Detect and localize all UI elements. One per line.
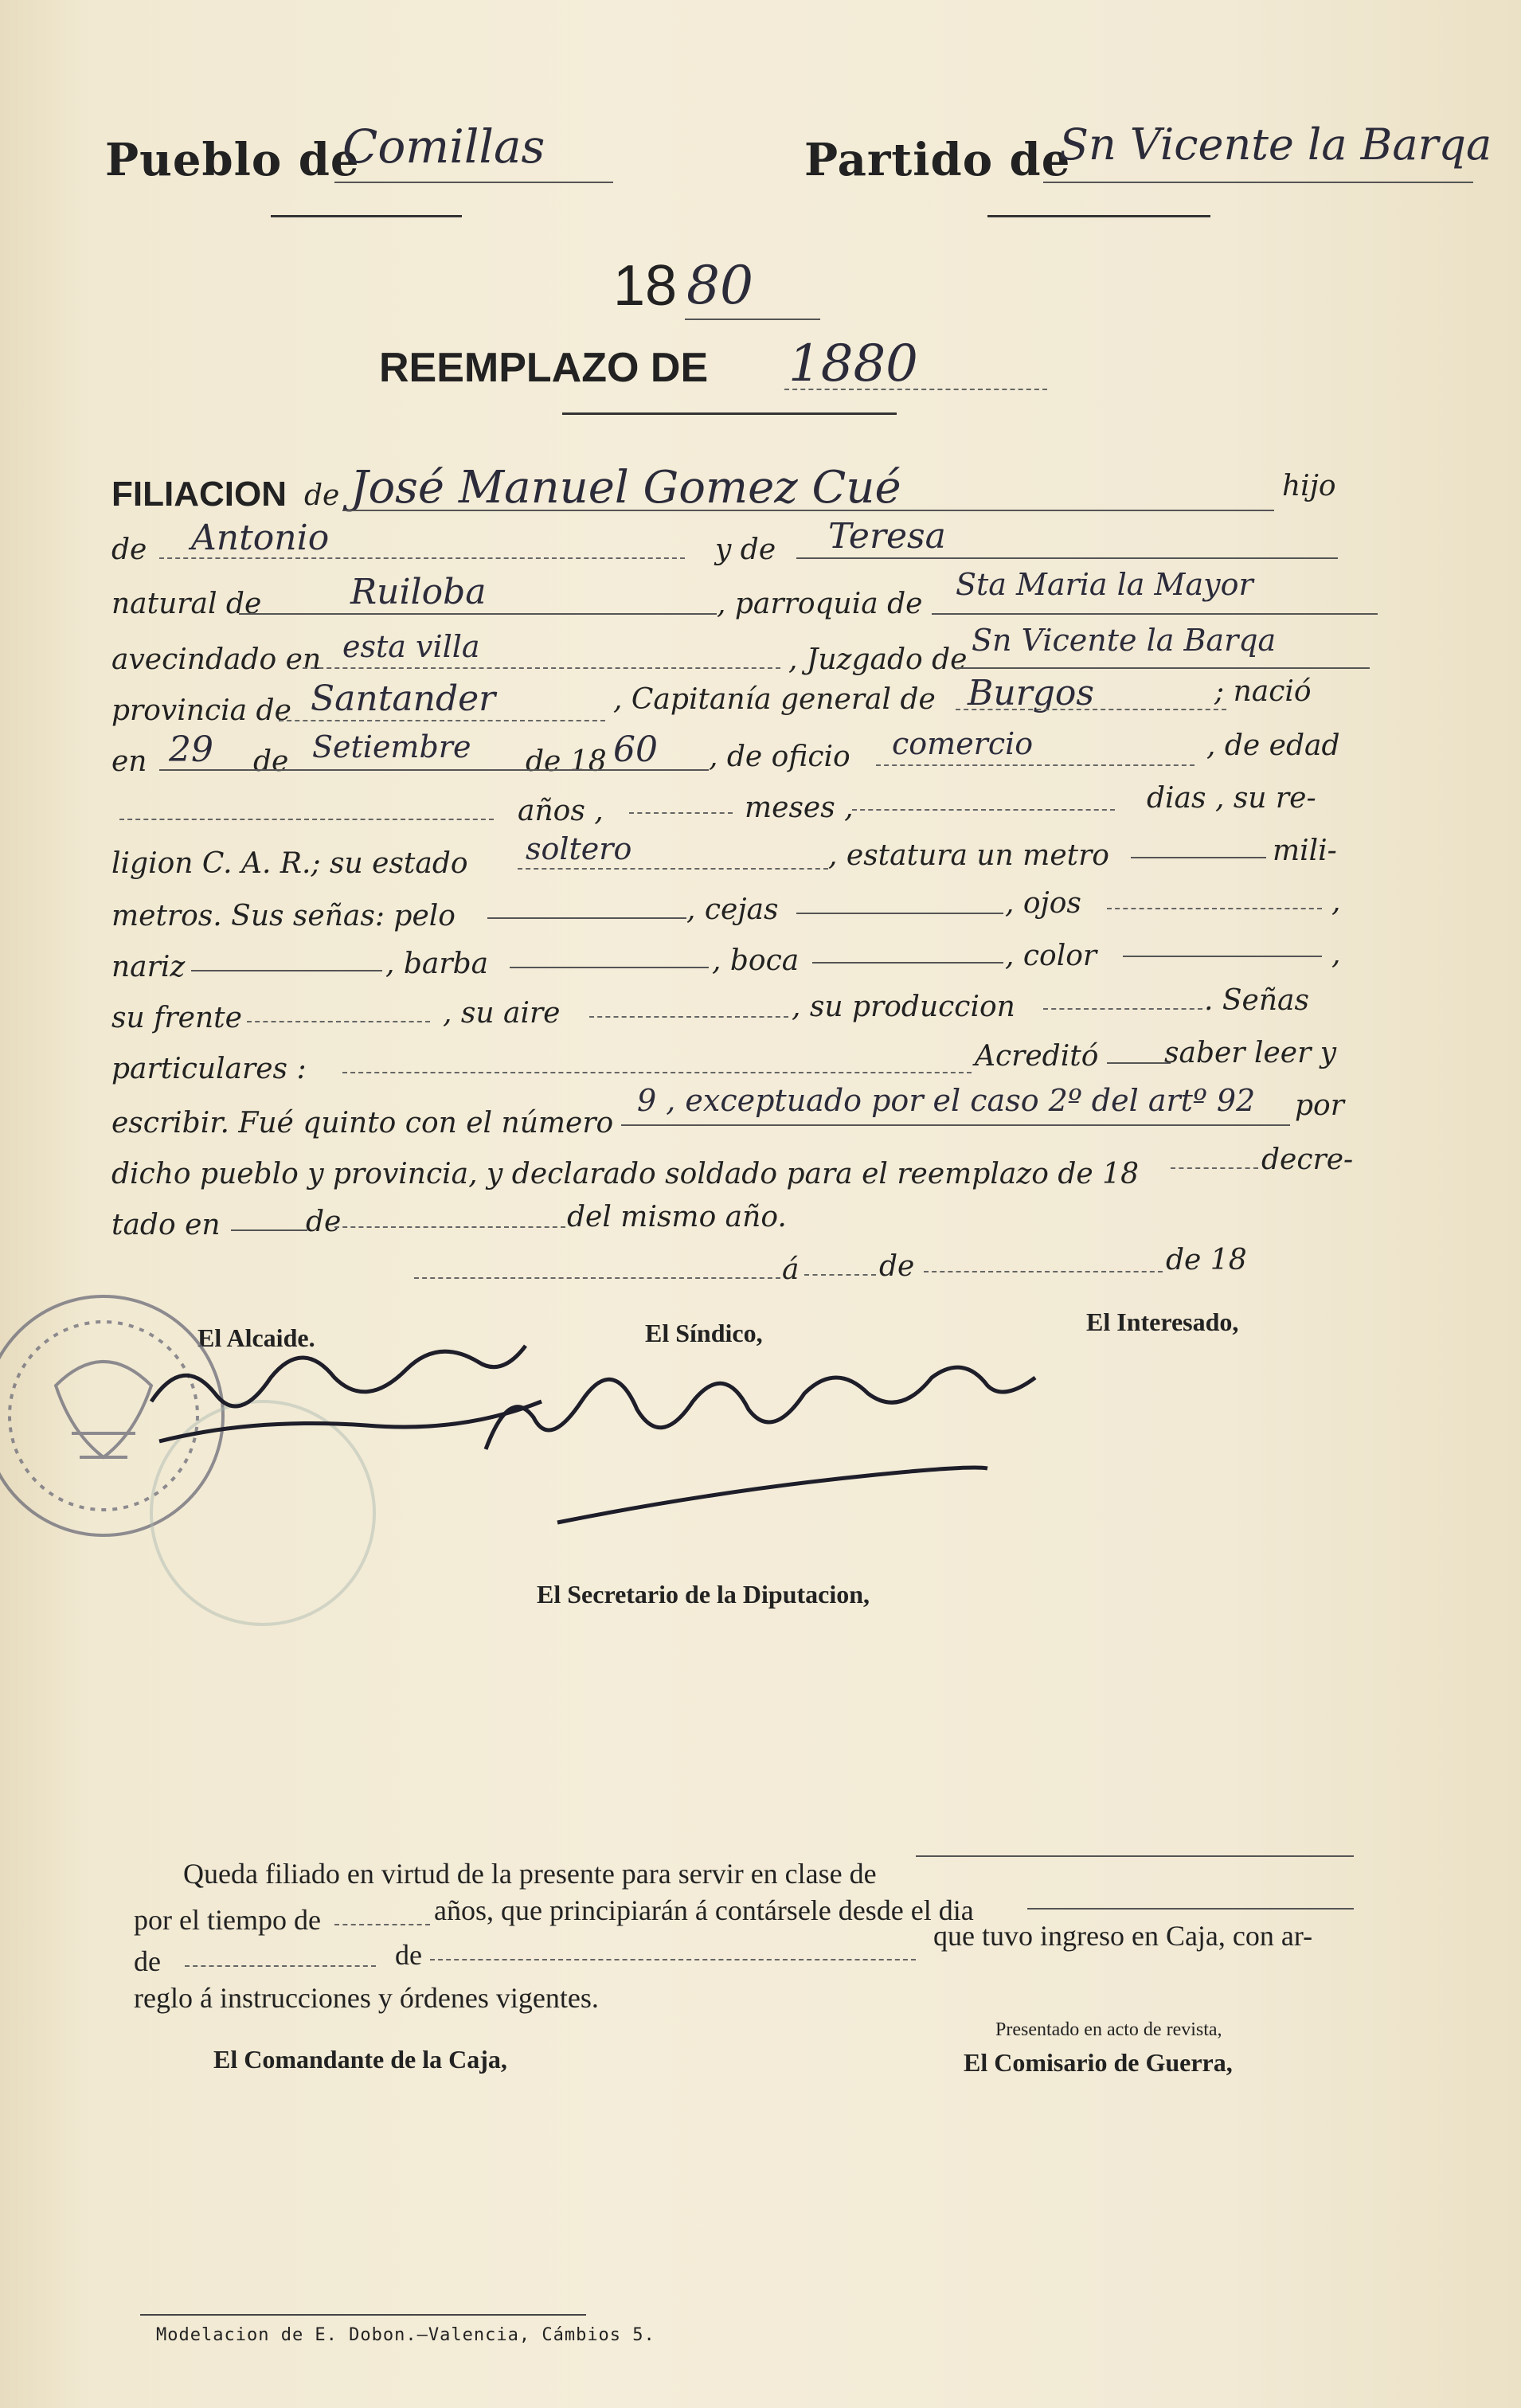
caja-line3c: que tuvo ingreso en Caja, con ar- [933, 1920, 1313, 1952]
provincia-value: Santander [311, 678, 496, 719]
aire-label: , su aire [443, 997, 561, 1030]
fecha-a-label: á [782, 1253, 800, 1286]
tiempo-underline [334, 1924, 430, 1925]
caja-line4: reglo á instrucciones y órdenes vigentes. [134, 1982, 599, 2014]
clase-underline [916, 1855, 1354, 1857]
natural-value: Ruiloba [350, 572, 487, 612]
year-handwritten: 80 [686, 255, 753, 316]
edad-label: , de edad [1206, 729, 1340, 762]
estado-value: soltero [526, 831, 632, 866]
printer-imprint: Modelacion de E. Dobon.—Valencia, Cámbios 5. [156, 2325, 655, 2345]
partido-label: Partido de [804, 134, 1071, 186]
juzgado-label: , Juzgado de [788, 643, 968, 676]
natural-label: natural de [111, 588, 262, 620]
meses-label: meses , [745, 792, 854, 824]
y-de-label: y de [715, 534, 776, 566]
birth-de-year-label: de 18 [526, 745, 607, 778]
escribir-label: escribir. Fué quinto con el número [111, 1107, 614, 1140]
ojos-comma: , [1331, 885, 1341, 918]
year-printed: 18 [613, 254, 678, 318]
oficio-label: , de oficio [709, 741, 850, 773]
fecha-de18-label: de 18 [1166, 1244, 1247, 1276]
oficio-value: comercio [892, 726, 1034, 761]
hijo-label: hijo [1282, 470, 1336, 502]
nariz-label: nariz [111, 951, 186, 983]
frente-label: su frente [111, 1002, 242, 1034]
avecindado-value: esta villa [342, 629, 480, 664]
por-label: por [1295, 1089, 1344, 1122]
caja-line3b: de [395, 1939, 422, 1971]
capitania-label: , Capitanía general de [613, 683, 936, 716]
color-label: , color [1005, 940, 1097, 972]
caja-line3a: de [134, 1945, 161, 1977]
partido-value: Sn Vicente la Barqa [1059, 119, 1492, 170]
caja-day-underline [185, 1965, 376, 1967]
barba-label: , barba [385, 948, 489, 980]
caja-month-underline [430, 1959, 916, 1960]
birth-month: Setiembre [312, 729, 471, 764]
ligion-label: ligion C. A. R.; su estado [111, 847, 468, 880]
ojos-label: , ojos [1005, 887, 1081, 920]
decre-label: decre- [1261, 1143, 1354, 1176]
dicho-label: dicho pueblo y provincia, y declarado soldado para el reemplazo de 18 [111, 1158, 1139, 1190]
interesado-label: El Interesado, [1086, 1308, 1239, 1336]
dias-label: dias , su re- [1147, 782, 1316, 815]
reemplazo-label: REEMPLAZO DE [379, 345, 709, 391]
anos-label: años , [518, 795, 604, 827]
metros-label: metros. Sus señas: pelo [111, 900, 456, 932]
mili-label: mili- [1273, 835, 1337, 867]
caja-line2a: por el tiempo de [134, 1904, 321, 1936]
dia-underline [1027, 1908, 1354, 1910]
mother-name: Teresa [828, 516, 946, 557]
color-comma: , [1331, 938, 1341, 971]
sindico-signature [486, 1367, 1035, 1523]
filiacion-de: de [304, 479, 340, 512]
estatura-label: , estatura un metro [828, 839, 1109, 872]
birth-day: 29 [169, 729, 213, 770]
numero-value: 9 , exceptuado por el caso 2º del artº 92 [637, 1083, 1256, 1118]
sindico-label: El Síndico, [645, 1319, 763, 1347]
acredito-label: Acreditó [975, 1040, 1099, 1073]
particulares-label: particulares : [111, 1053, 307, 1085]
pueblo-value: Comillas [342, 119, 545, 174]
juzgado-value: Sn Vicente la Barqa [972, 623, 1277, 658]
birth-de-label: de [253, 745, 289, 778]
presentado-label: Presentado en acto de revista, [995, 2019, 1222, 2040]
footer-rule [140, 2314, 586, 2316]
secretario-label: El Secretario de la Diputacion, [537, 1580, 870, 1609]
en-label: en [111, 745, 147, 778]
nacio-label: ; nació [1214, 675, 1312, 708]
fecha-de-label: de [879, 1250, 915, 1283]
caja-line2b: años, que principiarán á contársele desde el dia [434, 1894, 974, 1926]
avecindado-label: avecindado en [111, 643, 322, 676]
produccion-label: , su produccion [792, 991, 1015, 1023]
cejas-label: , cejas [686, 893, 779, 926]
parroquia-label: , parroquia de [717, 588, 923, 620]
caja-line1: Queda filiado en virtud de la presente para servir en clase de [183, 1858, 877, 1890]
boca-label: , boca [712, 944, 800, 977]
pueblo-label: Pueblo de [105, 134, 360, 186]
parroquia-value: Sta Maria la Mayor [956, 567, 1253, 602]
filiacion-label: FILIACION [111, 475, 287, 514]
soldier-name: José Manuel Gomez Cué [350, 462, 901, 514]
father-de-label: de [111, 534, 147, 566]
provincia-label: provincia de [111, 694, 291, 727]
tado-label: tado en [111, 1209, 221, 1241]
capitania-value: Burgos [968, 673, 1094, 713]
saber-label: saber leer y [1164, 1037, 1337, 1069]
father-name: Antonio [191, 518, 330, 558]
comisario-label: El Comisario de Guerra, [964, 2048, 1233, 2077]
mismo-ano-label: del mismo año. [567, 1201, 787, 1233]
senas-label: . Señas [1204, 984, 1309, 1017]
official-seal-stamp [0, 1296, 223, 1535]
comandante-label: El Comandante de la Caja, [213, 2045, 507, 2074]
birth-year: 60 [613, 729, 658, 770]
alcalde-label: El Alcaide. [197, 1323, 315, 1352]
tado-de-label: de [306, 1206, 342, 1238]
reemplazo-value: 1880 [788, 334, 918, 393]
